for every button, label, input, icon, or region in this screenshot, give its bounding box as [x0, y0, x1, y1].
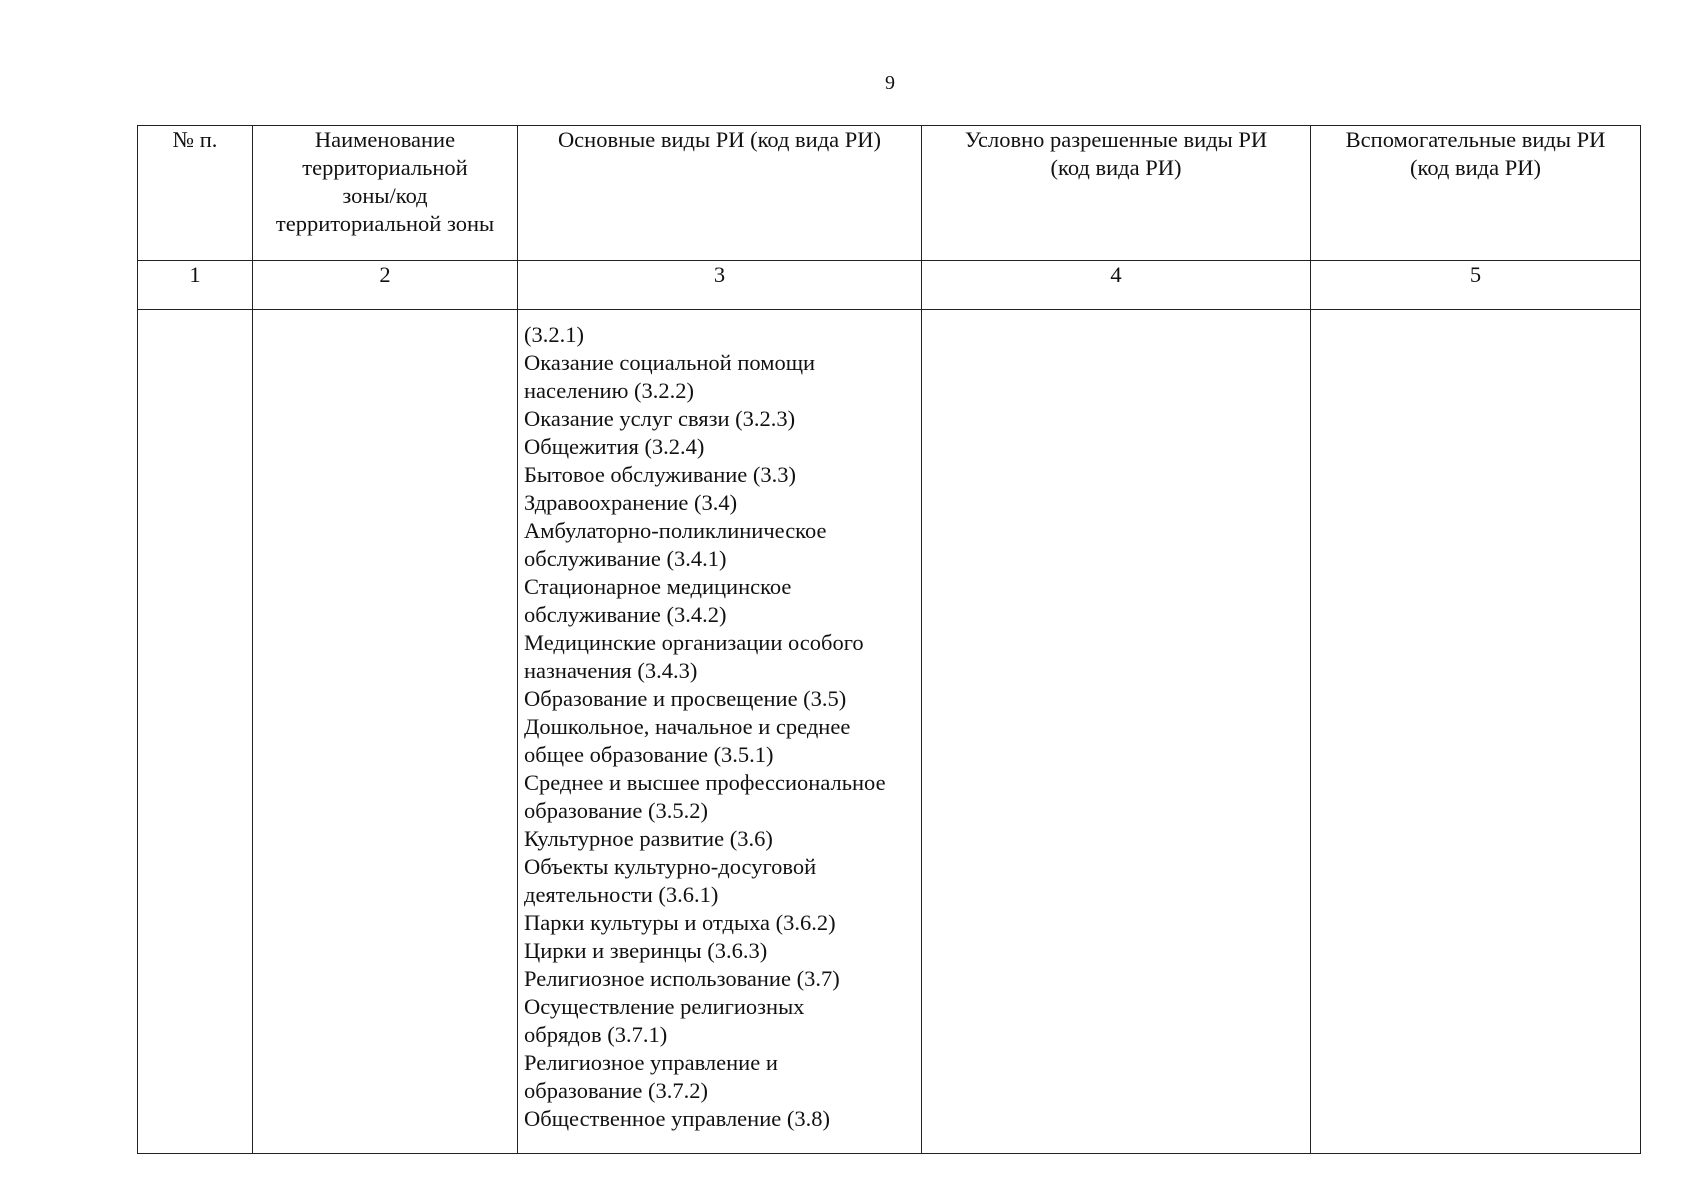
column-number: 4 — [922, 261, 1311, 310]
main-type-line: обслуживание (3.4.1) — [524, 546, 727, 571]
zoning-table — [137, 125, 1641, 1154]
column-number: 3 — [518, 261, 922, 310]
main-type-line: Амбулаторно-поликлиническое — [524, 518, 827, 543]
header-zone-name — [253, 126, 518, 261]
main-type-line: Оказание услуг связи (3.2.3) — [524, 406, 796, 431]
header-zone-name-line: зоны/код — [342, 183, 428, 208]
cell-auxiliary-types — [1311, 310, 1641, 1154]
table-header-row — [138, 126, 1641, 261]
main-type-line: деятельности (3.6.1) — [524, 882, 719, 907]
header-main-types: Основные виды РИ (код вида РИ) — [518, 126, 922, 261]
column-number: 5 — [1311, 261, 1641, 310]
main-type-line: Медицинские организации особого — [524, 630, 864, 655]
header-auxiliary-types-line: (код вида РИ) — [1410, 155, 1541, 180]
main-type-line: Здравоохранение (3.4) — [524, 490, 738, 515]
cell-zone-name — [253, 310, 518, 1154]
main-type-line: Общежития (3.2.4) — [524, 434, 705, 459]
main-type-line: Культурное развитие (3.6) — [524, 826, 773, 851]
main-type-line: населению (3.2.2) — [524, 378, 694, 403]
main-type-line: обрядов (3.7.1) — [524, 1022, 668, 1047]
header-conditional-types — [922, 126, 1311, 261]
main-type-line: (3.2.1) — [524, 322, 584, 347]
main-type-line: Стационарное медицинское — [524, 574, 792, 599]
table-row — [138, 310, 1641, 1154]
main-type-line: назначения (3.4.3) — [524, 658, 698, 683]
main-type-line: Осуществление религиозных — [524, 994, 805, 1019]
main-type-line: Цирки и зверинцы (3.6.3) — [524, 938, 768, 963]
main-type-line: Бытовое обслуживание (3.3) — [524, 462, 796, 487]
column-number: 2 — [253, 261, 518, 310]
header-zone-name-line: территориальной — [302, 155, 468, 180]
main-type-line: Среднее и высшее профессиональное — [524, 770, 886, 795]
main-type-line: Парки культуры и отдыха (3.6.2) — [524, 910, 836, 935]
main-type-line: Общественное управление (3.8) — [524, 1106, 830, 1131]
main-type-line: обслуживание (3.4.2) — [524, 602, 727, 627]
column-number-row — [138, 261, 1641, 310]
header-conditional-types-line: Условно разрешенные виды РИ — [964, 127, 1268, 152]
main-type-line: Объекты культурно-досуговой — [524, 854, 817, 879]
header-conditional-types-line: (код вида РИ) — [1050, 155, 1182, 180]
main-type-line: Религиозное использование (3.7) — [524, 966, 840, 991]
main-type-line: Религиозное управление и — [524, 1050, 778, 1075]
cell-main-types — [518, 310, 922, 1154]
header-zone-name-line: территориальной зоны — [275, 211, 495, 236]
cell-conditional-types — [922, 310, 1311, 1154]
page-number: 9 — [885, 72, 895, 94]
column-number: 1 — [138, 261, 253, 310]
header-auxiliary-types-line: Вспомогательные виды РИ — [1345, 127, 1606, 152]
header-zone-name-line: Наименование — [314, 127, 456, 152]
main-type-line: общее образование (3.5.1) — [524, 742, 774, 767]
main-type-line: Дошкольное, начальное и среднее — [524, 714, 851, 739]
main-type-line: образование (3.5.2) — [524, 798, 708, 823]
main-type-line: Оказание социальной помощи — [524, 350, 816, 375]
header-auxiliary-types — [1311, 126, 1641, 261]
header-item-number: № п. — [138, 126, 253, 261]
cell-item-number — [138, 310, 253, 1154]
main-type-line: образование (3.7.2) — [524, 1078, 708, 1103]
main-type-line: Образование и просвещение (3.5) — [524, 686, 847, 711]
